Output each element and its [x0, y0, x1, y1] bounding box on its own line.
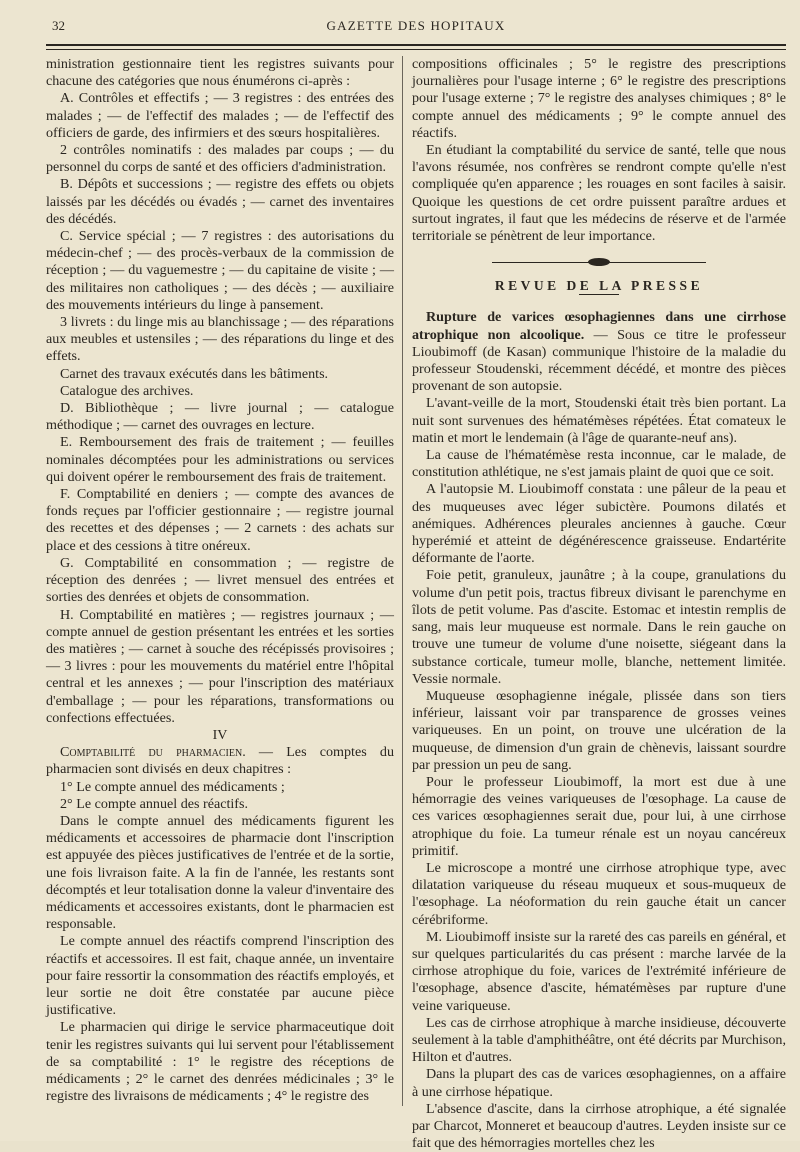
- paragraph: Dans le compte annuel des médicaments figurent les médicaments et accessoires de pharmacie dont l'inscription est appuyée des pièces justificatives de l'entrée et de la sortie, une fois livraison faite. A la fin de l'année, les restants sont décomptés et leur totalisation donne la valeur d'inventaire des médicaments et accessoires existants, dont le pharmacien est responsable.: [46, 812, 394, 933]
- paragraph: [46, 744, 394, 778]
- paragraph: 1° Le compte annuel des médicaments ;: [60, 778, 285, 795]
- paragraph: Les cas de cirrhose atrophique à marche insidieuse, découverte seulement à la table d'amphithéâtre, ont été décrits par Murchison, Hilton et d'autres.: [412, 1014, 786, 1066]
- paragraph: Foie petit, granuleux, jaunâtre ; à la coupe, granulations du volume d'un petit pois, tractus fibreux divisant le parenchyme en îlots de petit volume. Pas d'ascite. Estomac et intestin remplis de sang, mais leur muqueuse est normale. Dans le rein gauche on trouve une tumeur de volume d'une noisette, siégeant dans la substance corticale, tumeur molle, blanche, nettement limitée. Vessie normale.: [412, 567, 786, 687]
- paragraph: Le compte annuel des réactifs comprend l'inscription des réactifs et accessoires. Il est fait, chaque année, un inventaire pour faire ressortir la consommation des réactifs employés, et leur sortie ne doit être constatée par aucune pièce justificative.: [46, 933, 394, 1019]
- paragraph: A. Contrôles et effectifs ; — 3 registres : des entrées des malades ; — de l'effectif des malades ; — de l'effectif des officiers de garde, des infirmiers et des sœurs hospitalières.: [46, 90, 394, 141]
- paragraph: F. Comptabilité en deniers ; — compte des avances de fonds reçues par l'officier gestionnaire ; — registre journal des recettes et des dépenses ; — 2 carnets : des achats sur place et des cessions à titre onéreux.: [46, 486, 394, 554]
- journal-title: GAZETTE DES HOPITAUX: [326, 18, 506, 33]
- paragraph: Carnet des travaux exécutés dans les bâtiments.: [60, 365, 329, 382]
- right-column: [412, 56, 786, 1152]
- paragraph: Catalogue des archives.: [60, 382, 194, 399]
- pharm-lead: Comptabilité du pharmacien.: [60, 744, 246, 761]
- paragraph: Dans la plupart des cas de varices œsophagiennes, on a affaire à une cirrhose hépatique.: [412, 1066, 786, 1100]
- article-title: Rupture de varices œsophagiennes dans une cirrhose atrophique non alcoolique.: [412, 309, 786, 343]
- paragraph: ministration gestionnaire tient les registres suivants pour chacune des catégories que nous énumérons ci-après :: [46, 56, 394, 90]
- paragraph: H. Comptabilité en matières ; — registres journaux ; — compte annuel de gestion présentant les entrées et les sorties des matières ; — carnet à souche des récépissés provisoires ; — 3 livres : pour les mouvements du matériel entre l'hôpital central et les annexes ; — pour l'inscription des matériaux d'emballage ; — pour les réparations, transformations ou confections effectuées.: [46, 606, 394, 726]
- paragraph: compositions officinales ; 5° le registre des prescriptions journalières pour l'usage interne ; 6° le registre des prescriptions pour l'usage externe ; 7° le registre des analyses chimiques ; 8° le compte annuel des médicaments ; 9° le compte annuel des réactifs.: [412, 56, 786, 141]
- paragraph: D. Bibliothèque ; — livre journal ; — catalogue méthodique ; — carnet des ouvrages en lecture.: [46, 400, 394, 434]
- paragraph: La cause de l'hématémèse resta inconnue, car le malade, de constitution athlétique, ne s'est jamais plaint de quoi que ce soit.: [412, 447, 786, 481]
- paragraph: M. Lioubimoff insiste sur la rareté des cas pareils en général, et sur quelques particularités du cas présent : marche larvée de la cirrhose atrophique du foie, varices de l'extrémité inférieure de l'œsophage, absence d'ascite, hématémèses par rupture d'une veine variqueuse.: [412, 928, 786, 1014]
- paragraph: C. Service spécial ; — 7 registres : des autorisations du médecin-chef ; — des procès-verbaux de la commission de réception ; — du vaguemestre ; — du capitaine de visite ; — des militaires non catholiques ; — des décès ; — auxiliaire des mouvements intérieurs du linge à pansement.: [46, 228, 394, 313]
- paragraph: En étudiant la comptabilité du service de santé, telle que nous l'avons résumée, nos confrères se rendront compte qu'elle n'est compliquée qu'en apparence ; les rouages en sont faciles à saisir. Quoique les questions de cet ordre puissent paraître ardues et surtout ingrates, il faut que les médecins de réserve et de l'armée territoriale se pénètrent de leur importance.: [412, 142, 786, 245]
- article-intro: — Sous ce titre le professeur Lioubimoff (de Kasan) communique l'histoire de la maladie du professeur Stoudenski, récemment décédé, et montre des pièces provenant de son autopsie.: [412, 326, 786, 395]
- paragraph: Le pharmacien qui dirige le service pharmaceutique doit tenir les registres suivants qui lui servent pour l'établissement de sa comptabilité : 1° le registre des réceptions de médicaments ; 2° le carnet des denrées médicinales ; 3° le registre des livraisons de médicaments ; 4° le registre des: [46, 1019, 394, 1105]
- section-number: IV: [212, 727, 228, 743]
- paragraph: Le microscope a montré une cirrhose atrophique type, avec dilatation variqueuse du réseau muqueux et sous-muqueux de l'œsophage. La néoformation du rein gauche était un cancer cérébriforme.: [412, 859, 786, 928]
- paragraph: Pour le professeur Lioubimoff, la mort est due à une hémorragie des veines variqueuses de l'œsophage. La cause de ces varices œsophagiennes serait due, pour lui, à une cirrhose atrophique du foie. La tumeur rénale est un noyau cancéreux primitif.: [412, 773, 786, 859]
- paragraph: Muqueuse œsophagienne inégale, plissée dans son tiers inférieur, laissant voir par transparence de grosses veines variqueuses. En un point, on trouve une ulcération de la muqueuse, de dimension d'un grain de chènevis, laissant sourdre par pression un peu de sang.: [412, 687, 786, 773]
- paragraph: L'avant-veille de la mort, Stoudenski était très bien portant. La nuit sont survenues des hématémèses répétées. État comateux le matin et mort le lendemain (à l'âge de quarante-neuf ans).: [412, 395, 786, 446]
- paragraph: B. Dépôts et successions ; — registre des effets ou objets laissés par les décédés ou évadés ; — carnet des inventaires des décédés.: [46, 176, 394, 227]
- ornament-icon: [588, 258, 610, 266]
- ornament-divider: [412, 253, 786, 273]
- paragraph: L'absence d'ascite, dans la cirrhose atrophique, a été signalée par Charcot, Monneret et beaucoup d'autres. Leyden insiste sur ce fait que des hémorragies mortelles chez les: [412, 1100, 786, 1152]
- section-title: REVUE DE LA PRESSE: [494, 278, 704, 294]
- paragraph: [412, 309, 786, 395]
- paragraph: A l'autopsie M. Lioubimoff constata : une pâleur de la peau et des muqueuses avec léger subictère. Poumons dilatés et anémiques. Adhérences pleurales anciennes à gauche. Cœur hyperémié et atteint de dégénérescence graisseuse. Endartérite déformante de l'aorte.: [412, 481, 786, 567]
- page-header: [46, 14, 786, 36]
- paragraph: 3 livrets : du linge mis au blanchissage ; — des réparations aux meubles et ustensiles ; — des réparations du linge et des effets.: [46, 314, 394, 365]
- paragraph: G. Comptabilité en consommation ; — registre de réception des denrées ; — livret mensuel des entrées et sorties des denrées et objets de consommation.: [46, 554, 394, 606]
- pharm-rest: — Les comptes du pharmacien sont divisés en deux chapitres :: [46, 744, 394, 778]
- page-number: 32: [52, 18, 65, 33]
- column-divider: [402, 56, 403, 1106]
- paragraph: 2° Le compte annuel des réactifs.: [60, 795, 248, 812]
- left-column: [46, 56, 394, 1105]
- paragraph: 2 contrôles nominatifs : des malades par coups ; — du personnel du corps de santé et des officiers d'administration.: [46, 142, 394, 176]
- section-title-rule: [579, 294, 619, 295]
- header-rule-thick: [46, 44, 786, 46]
- paragraph: E. Remboursement des frais de traitement ; — feuilles nominales décomptées pour les administrations ou services qui doivent opérer le remboursement des frais de traitement.: [46, 434, 394, 485]
- header-rule-thin: [46, 49, 786, 50]
